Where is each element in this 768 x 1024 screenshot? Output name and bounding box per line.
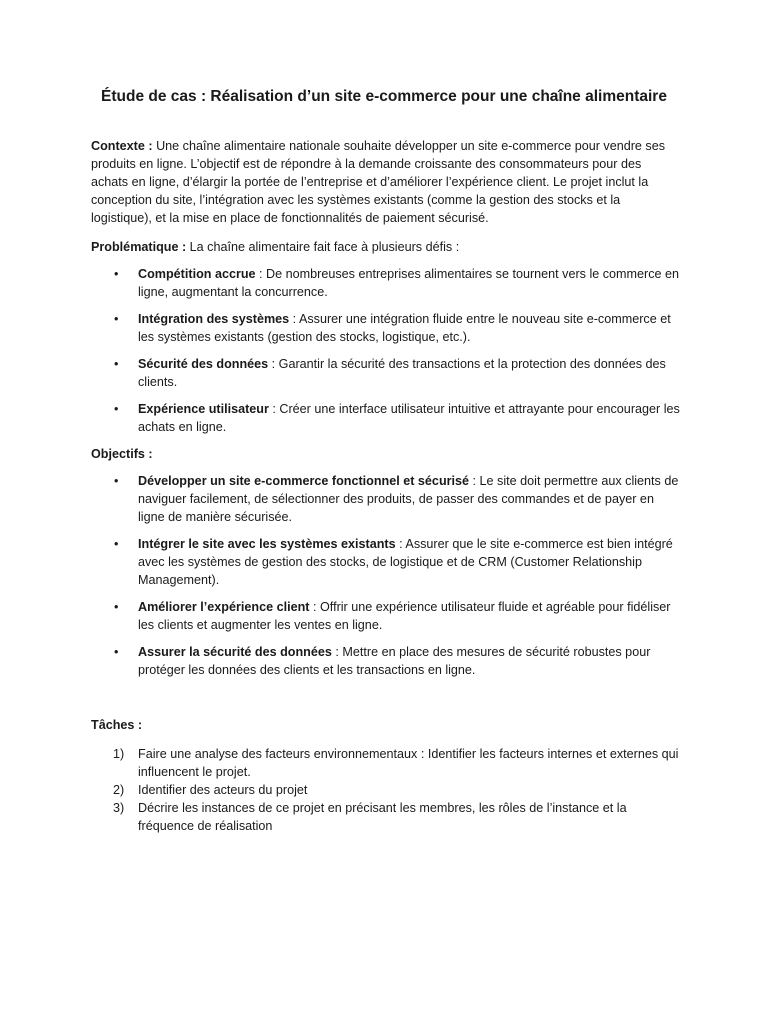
list-item-label: Sécurité des données xyxy=(138,357,269,371)
problem-label: Problématique : xyxy=(91,240,187,254)
list-item-label: Intégrer le site avec les systèmes existants xyxy=(138,537,396,551)
list-item xyxy=(91,745,681,781)
list-item-text: : Assurer que le site e-commerce est bien intégré avec les systèmes de gestion des stocks, de logistique et de CRM (Customer Relationship Management). xyxy=(138,537,673,587)
objectives-list xyxy=(91,472,681,679)
context-label: Contexte : xyxy=(91,139,153,153)
list-item-label: Améliorer l’expérience client xyxy=(138,600,310,614)
task-number: 1) xyxy=(113,747,125,761)
bullet-marker: • xyxy=(114,312,119,326)
tasks-heading: Tâches : xyxy=(91,718,143,732)
document-title: Étude de cas : Réalisation d’un site e-commerce pour une chaîne alimentaire xyxy=(101,88,667,105)
list-item-text: : Créer une interface utilisateur intuitive et attrayante pour encourager les achats en ligne. xyxy=(138,402,680,434)
list-item-label: Assurer la sécurité des données xyxy=(138,645,332,659)
list-item-label: Expérience utilisateur xyxy=(138,402,269,416)
list-item-label: Développer un site e-commerce fonctionnel et sécurisé xyxy=(138,474,470,488)
list-item-text: : Mettre en place des mesures de sécurité robustes pour protéger les données des clients et les transactions en ligne. xyxy=(138,645,651,677)
objectives-heading: Objectifs : xyxy=(91,447,153,461)
task-number: 3) xyxy=(113,801,125,815)
list-item-text: : Assurer une intégration fluide entre le nouveau site e-commerce et les systèmes existants (gestion des stocks, logistique, etc.). xyxy=(138,312,671,344)
bullet-marker: • xyxy=(114,402,119,416)
list-item-text: : Offrir une expérience utilisateur fluide et agréable pour fidéliser les clients et augmenter les ventes en ligne. xyxy=(138,600,671,632)
context-paragraph xyxy=(91,137,681,227)
bullet-marker: • xyxy=(114,537,119,551)
list-item xyxy=(91,355,681,391)
task-number: 2) xyxy=(113,783,125,797)
list-item xyxy=(91,598,681,634)
list-item xyxy=(91,643,681,679)
task-text: Identifier des acteurs du projet xyxy=(138,783,308,797)
list-item-text: : De nombreuses entreprises alimentaires se tournent vers le commerce en ligne, augmentant la concurrence. xyxy=(138,267,680,299)
tasks-list xyxy=(91,745,681,835)
bullet-marker: • xyxy=(114,357,119,371)
bullet-marker: • xyxy=(114,645,119,659)
list-item xyxy=(91,310,681,346)
list-item-text: : Garantir la sécurité des transactions et la protection des données des clients. xyxy=(138,357,666,389)
list-item xyxy=(91,265,681,301)
list-item xyxy=(91,400,681,436)
bullet-marker: • xyxy=(114,474,119,488)
problem-paragraph xyxy=(91,238,681,256)
problem-text: La chaîne alimentaire fait face à plusieurs défis : xyxy=(186,240,460,254)
task-text: Décrire les instances de ce projet en précisant les membres, les rôles de l’instance et la fréquence de réalisation xyxy=(138,801,627,833)
list-item xyxy=(91,472,681,526)
list-item-text: : Le site doit permettre aux clients de naviguer facilement, de sélectionner des produits, de passer des commandes et de payer en ligne de manière sécurisée. xyxy=(138,474,679,524)
list-item xyxy=(91,799,681,835)
list-item xyxy=(91,535,681,589)
bullet-marker: • xyxy=(114,600,119,614)
list-item xyxy=(91,781,681,799)
list-item-label: Compétition accrue xyxy=(138,267,256,281)
list-item-label: Intégration des systèmes xyxy=(138,312,290,326)
bullet-marker: • xyxy=(114,267,119,281)
document-body xyxy=(91,137,681,835)
problem-list xyxy=(91,265,681,436)
task-text: Faire une analyse des facteurs environnementaux : Identifier les facteurs internes et externes qui influencent le projet. xyxy=(138,747,679,779)
context-text: Une chaîne alimentaire nationale souhaite développer un site e-commerce pour vendre ses produits en ligne. L’objectif est de répondre à la demande croissante des consommateurs pour des achats en ligne, d’élargir la portée de l’entreprise et d’améliorer l’expérience client. Le projet inclut la conception du site, l’intégration avec les systèmes existants (comme la gestion des stocks et la logistique), et la mise en place de fonctionnalités de paiement sécurisé. xyxy=(91,139,666,225)
